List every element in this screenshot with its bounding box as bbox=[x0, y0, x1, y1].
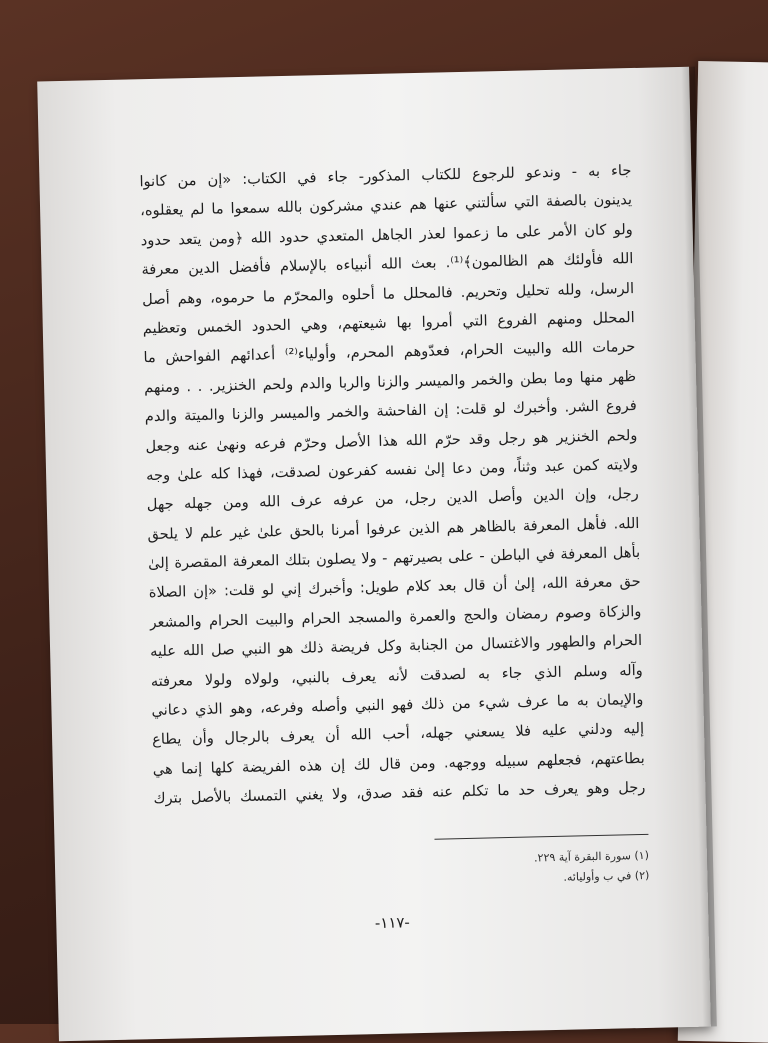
text-line: الله. فأهل المعرفة بالظاهر هم الذين عرفوا أمرنا بالحق علىٰ غير علم لا يلحق bbox=[147, 514, 640, 543]
text-line: ولحم الخنزير هو رجل وقد حرّم الله هذا الأصل وحرّم فرعه ونهىٰ عنه وجعل bbox=[145, 426, 638, 455]
text-line: الله فأولئك هم الظالمون﴾⁽¹⁾. بعث الله أنبياءه بالإسلام فأفضل الدين معرفة bbox=[141, 250, 634, 279]
text-line: بطاعتهم، فجعلهم سبيله ووجهه. ومن قال لك إن هذه الفريضة كلها إنما هي bbox=[152, 749, 645, 778]
text-line: حرمات الله والبيت الحرام، فعدّوهم المحرم، وأولياء⁽²⁾ أعدائهم الفواحش ما bbox=[143, 338, 636, 367]
text-line: إليه ودلني عليه فلا يسعني جهله، أحب الله أن يعرف بالرجال وأن يطاع bbox=[151, 720, 645, 749]
text-line: ولو كان الأمر على ما زعموا لعذر الجاهل المتعدي حدود الله ﴿ومن يتعد حدود bbox=[140, 220, 633, 249]
footnote-divider bbox=[434, 834, 648, 840]
text-line: رجل، وإن الدين وأصل الدين رجل، من عرفه عرف الله ومن جهله جهل bbox=[146, 485, 639, 514]
text-line: حق معرفة الله، إلىٰ أن قال بعد كلام طويل: وأخبرك إني لو قلت: «إن الصلاة bbox=[148, 573, 641, 602]
text-line: الحرام والطهور والاغتسال من الجنابة وكل فريضة ذلك هو النبي صل الله عليه bbox=[149, 632, 643, 661]
text-line: وآله وسلم الذي جاء به لصدقت لأنه يعرف بالنبي، ولولاه ولولا معرفته bbox=[150, 661, 643, 690]
body-text bbox=[139, 156, 646, 814]
text-line: ولايته كمن عبد وثناً، ومن دعا إلىٰ نفسه كفرعون لصدقت، فهذا كله علىٰ وجه bbox=[145, 455, 639, 485]
text-line: الرسل، ولله تحليل وتحريم. فالمحلل ما أحلوه والمحرّم ما حرموه، وهم أصل bbox=[141, 279, 635, 308]
book-page bbox=[37, 67, 711, 1042]
text-line: فروع الشر. وأخبرك لو قلت: إن الفاحشة والخمر والميسر والزنا والميتة والدم bbox=[144, 397, 637, 426]
text-line: بأهل المعرفة في الباطن - على بصيرتهم - ولا يصلون بتلك المعرفة المقصرة إلىٰ bbox=[147, 544, 641, 573]
footnote: (٢) في ب وأوليائه. bbox=[563, 868, 650, 884]
text-line: ظهر منها وما بطن والخمر والميسر والزنا والربا والدم ولحم الخنزير. . . ومنهم bbox=[143, 367, 637, 396]
text-line: المحلل ومنهم الفروع التي أمروا بها شيعتهم، وهي الحدود الخمس وتعظيم bbox=[142, 308, 635, 338]
footnote: (١) سورة البقرة آية ٢٢٩. bbox=[533, 848, 650, 865]
text-line: والزكاة وصوم رمضان والحج والعمرة والمسجد الحرام والبيت الحرام والمشعر bbox=[149, 602, 642, 631]
page-number: -١١٧- bbox=[374, 913, 411, 933]
footnotes bbox=[435, 846, 650, 891]
text-line: رجل وهو يعرف حد ما تكلم عنه فقد صدق، ولا يغني التمسك بالأصل بترك bbox=[153, 779, 646, 808]
text-line: جاء به - وندعو للرجوع للكتاب المذكور- جاء في الكتاب: «إن من كانوا bbox=[139, 162, 632, 191]
text-line: يدينون بالصفة التي سألتني عنها هم عندي مشركون بالله سمعوا ما لم يعقلوه، bbox=[139, 191, 633, 220]
text-line: والإيمان به ما عرف شيء من ذلك فهو النبي وأصله وفرعه، وهو الذي دعاني bbox=[151, 690, 644, 720]
